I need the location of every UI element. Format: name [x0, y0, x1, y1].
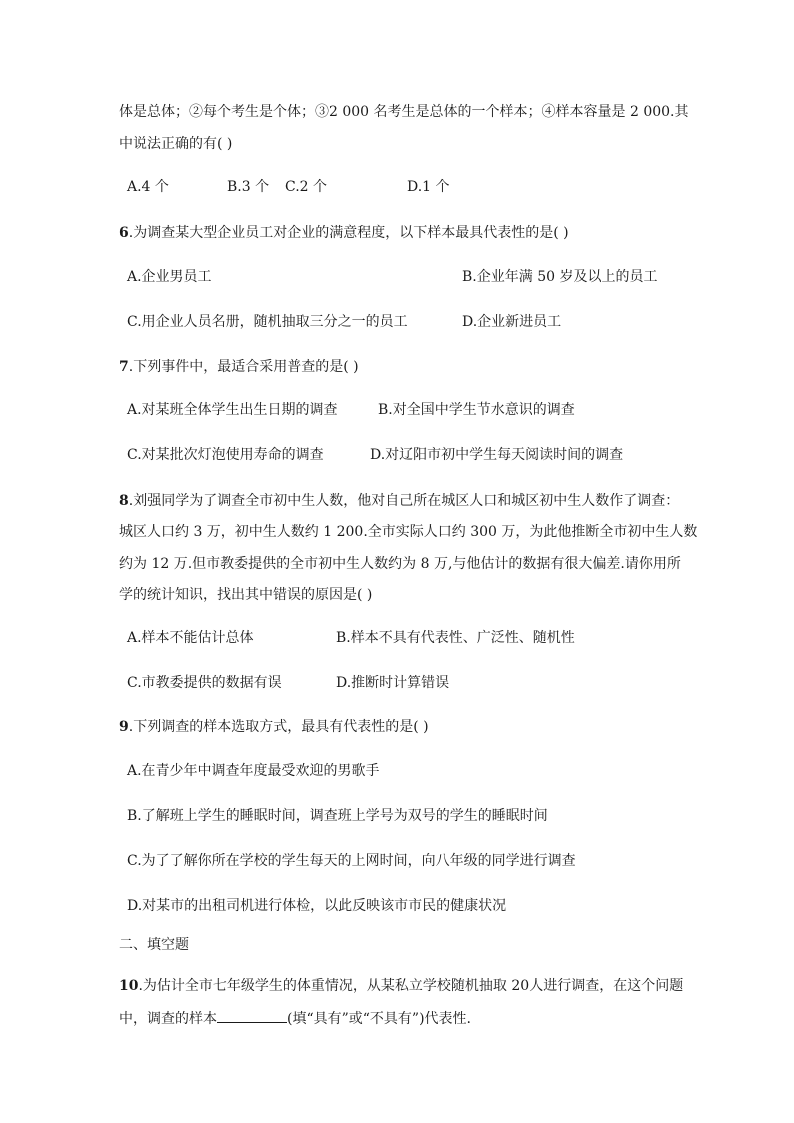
q10-text-2b: (填“具有”或“不具有”)代表性.: [287, 1011, 472, 1027]
q5-line-1: 体是总体；②每个考生是个体；③2 000 名考生是总体的一个样本；④样本容量是 2 000.其: [119, 104, 689, 120]
q10-stem-line-1: [119, 977, 683, 995]
q6-stem: [119, 224, 569, 242]
q5-option-c: C.2 个: [285, 179, 328, 195]
q10-answer-blank[interactable]: [217, 1009, 287, 1023]
q10-text-2a: 中，调查的样本: [119, 1011, 217, 1027]
q8-stem-line-2: 城区人口约 3 万，初中生人数约 1 200.全市实际人口约 300 万，为此他推断全市初中生人数: [119, 524, 698, 540]
q7-text: .下列事件中，最适合采用普查的是( ): [128, 359, 359, 375]
q10-stem-line-2: [119, 1009, 471, 1028]
q7-option-c: C.对某批次灯泡使用寿命的调查: [127, 447, 324, 463]
q7-option-b: B.对全国中学生节水意识的调查: [378, 402, 575, 418]
q9-stem: [119, 718, 429, 736]
section-heading: 二、填空题: [119, 937, 189, 953]
q6-text: .为调查某大型企业员工对企业的满意程度，以下样本最具代表性的是( ): [128, 225, 569, 241]
q8-stem-line-4: 学的统计知识，找出其中错误的原因是( ): [119, 587, 373, 603]
q9-option-d: D.对某市的出租司机进行体检，以此反映该市市民的健康状况: [127, 898, 507, 914]
q8-stem-line-1: [119, 492, 679, 510]
q7-option-d: D.对辽阳市初中学生每天阅读时间的调查: [370, 447, 624, 463]
q7-stem: [119, 358, 359, 376]
q8-option-a: A.样本不能估计总体: [127, 630, 254, 646]
q6-option-d: D.企业新进员工: [462, 314, 562, 330]
q6-option-c: C.用企业人员名册，随机抽取三分之一的员工: [127, 314, 408, 330]
q7-option-a: A.对某班全体学生出生日期的调查: [127, 402, 338, 418]
q8-number: 8: [119, 493, 129, 509]
q5-line-2: 中说法正确的有( ): [119, 136, 233, 152]
q9-option-a: A.在青少年中调查年度最受欢迎的男歌手: [127, 763, 380, 779]
q10-text-1: .为估计全市七年级学生的体重情况，从某私立学校随机抽取 20人进行调查，在这个问题: [138, 978, 684, 994]
q8-option-c: C.市教委提供的数据有误: [127, 675, 282, 691]
q7-number: 7: [119, 359, 129, 375]
q8-option-b: B.样本不具有代表性、广泛性、随机性: [336, 630, 575, 646]
q9-option-c: C.为了了解你所在学校的学生每天的上网时间，向八年级的同学进行调查: [127, 853, 576, 869]
q8-option-d: D.推断时计算错误: [336, 675, 450, 691]
q9-option-b: B.了解班上学生的睡眠时间，调查班上学号为双号的学生的睡眠时间: [127, 808, 548, 824]
q10-number: 10: [119, 978, 139, 994]
q5-option-d: D.1 个: [407, 179, 450, 195]
q6-number: 6: [119, 225, 129, 241]
q5-option-b: B.3 个: [227, 179, 270, 195]
q6-option-b: B.企业年满 50 岁及以上的员工: [462, 269, 658, 285]
q9-text: .下列调查的样本选取方式，最具有代表性的是( ): [128, 719, 429, 735]
q6-option-a: A.企业男员工: [127, 269, 212, 285]
q5-option-a: A.4 个: [127, 179, 169, 195]
q8-stem-line-3: 约为 12 万.但市教委提供的全市初中生人数约为 8 万,与他估计的数据有很大偏差.请你用所: [119, 556, 681, 572]
q8-text-1: .刘强同学为了调查全市初中生人数，他对自己所在城区人口和城区初中生人数作了调查：: [128, 493, 680, 509]
q9-number: 9: [119, 719, 129, 735]
